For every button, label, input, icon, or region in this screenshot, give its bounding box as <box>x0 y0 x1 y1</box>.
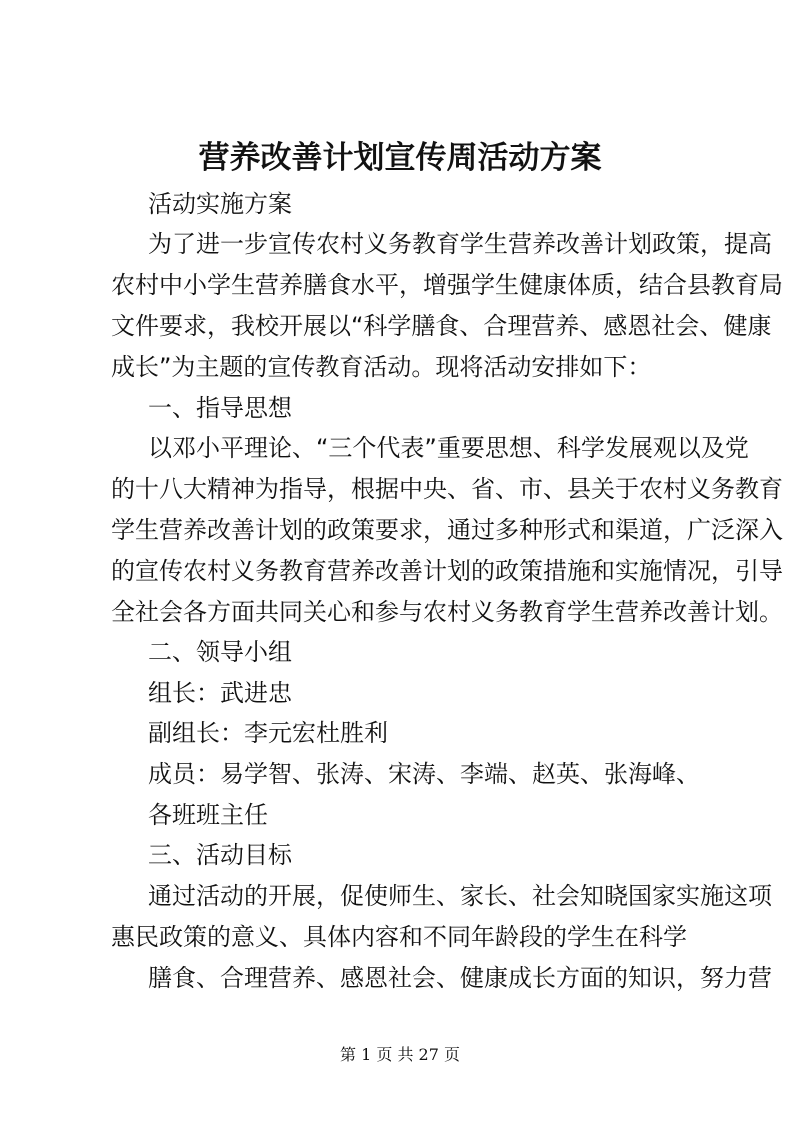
body-line: 全社会各方面共同关心和参与农村义务教育学生营养改善计划。 <box>111 598 783 626</box>
page-footer: 第 1 页 共 27 页 <box>340 1045 460 1064</box>
body-line: 文件要求，我校开展以“科学膳食、合理营养、感恩社会、健康 <box>111 312 772 340</box>
body-line: 成员：易学智、张涛、宋涛、李端、赵英、张海峰、 <box>148 760 700 788</box>
body-line: 通过活动的开展，促使师生、家长、社会知晓国家实施这项 <box>148 882 772 910</box>
section-heading: 三、活动目标 <box>148 841 292 869</box>
body-line: 副组长：李元宏杜胜利 <box>148 719 388 747</box>
body-line: 的十八大精神为指导，根据中央、省、市、县关于农村义务教育 <box>111 475 783 503</box>
body-line: 膳食、合理营养、感恩社会、健康成长方面的知识，努力营 <box>148 964 772 992</box>
body-line: 活动实施方案 <box>148 190 292 218</box>
body-line: 为了进一步宣传农村义务教育学生营养改善计划政策，提高 <box>148 230 772 258</box>
body-line: 组长：武进忠 <box>148 679 292 707</box>
section-heading: 一、指导思想 <box>148 394 292 422</box>
document-title: 营养改善计划宣传周活动方案 <box>198 140 602 176</box>
body-line: 学生营养改善计划的政策要求，通过多种形式和渠道，广泛深入 <box>111 516 783 544</box>
body-line: 惠民政策的意义、具体内容和不同年龄段的学生在科学 <box>111 923 687 951</box>
body-line: 以邓小平理论、“三个代表”重要思想、科学发展观以及党 <box>148 434 749 462</box>
body-line: 各班班主任 <box>148 801 268 829</box>
body-line: 的宣传农村义务教育营养改善计划的政策措施和实施情况，引导 <box>111 557 783 585</box>
section-heading: 二、领导小组 <box>148 638 292 666</box>
body-line: 成长”为主题的宣传教育活动。现将活动安排如下： <box>111 353 652 381</box>
body-line: 农村中小学生营养膳食水平，增强学生健康体质，结合县教育局 <box>111 271 783 299</box>
